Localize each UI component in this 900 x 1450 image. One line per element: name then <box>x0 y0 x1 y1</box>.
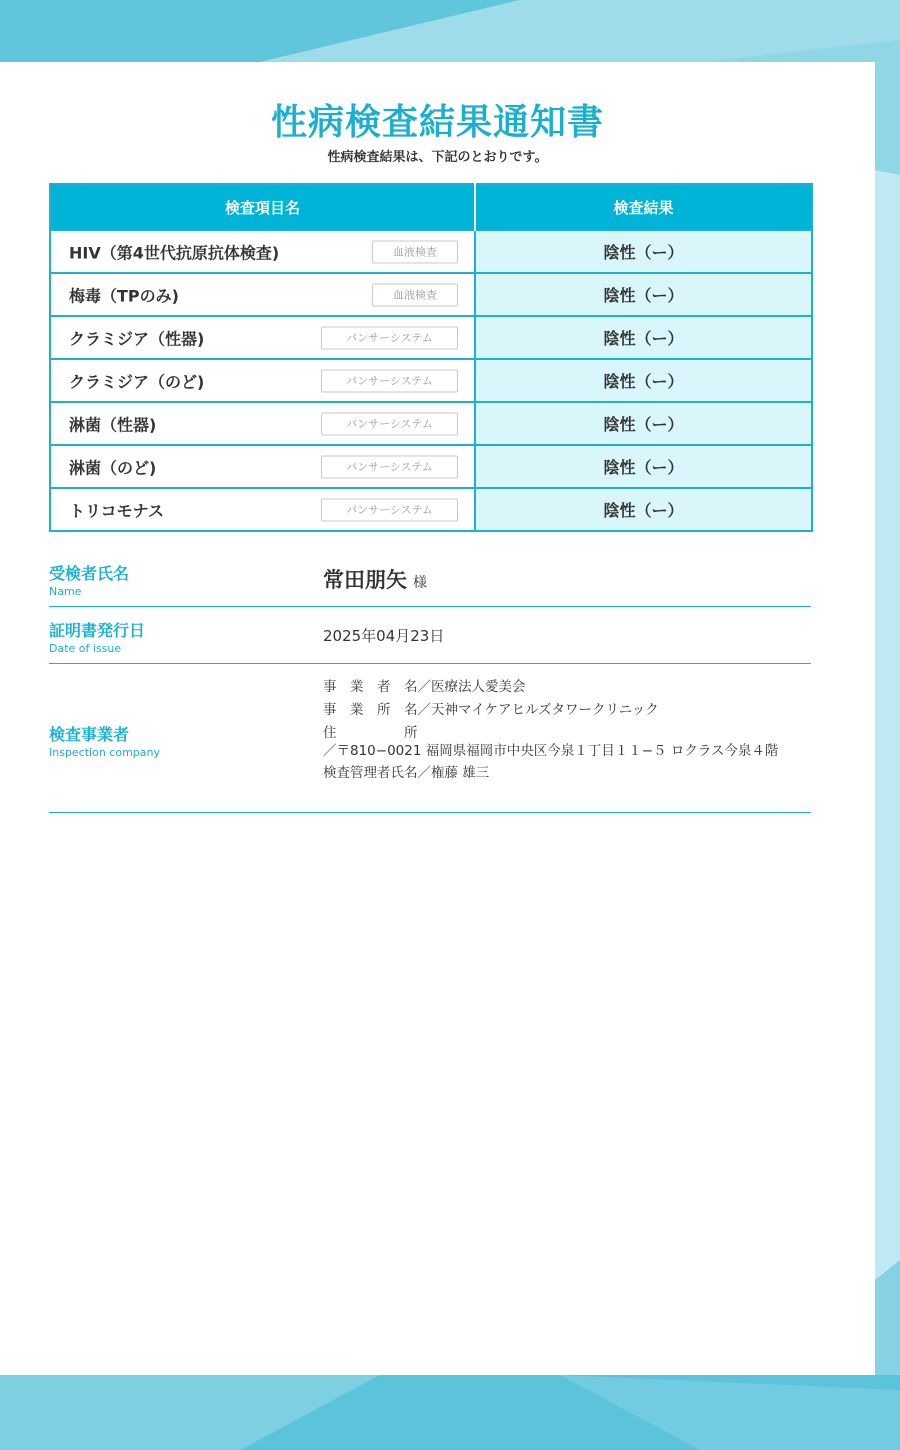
results-table-header <box>50 184 812 230</box>
table-row <box>50 488 812 531</box>
examinee-label <box>49 561 129 598</box>
issue-date-value <box>323 625 444 646</box>
method-badge: パンサーシステム <box>321 412 458 435</box>
method-badge: 血液検査 <box>372 283 458 306</box>
company-row <box>49 664 811 813</box>
item-cell <box>50 230 475 273</box>
examinee-row <box>49 548 811 607</box>
results-table <box>49 183 813 532</box>
document-subtitle: 性病検査結果は、下記のとおりです。 <box>327 150 548 165</box>
certificate-info <box>49 548 811 813</box>
result-value: 陰性（ー） <box>475 316 812 359</box>
honorific: 様 <box>413 575 427 591</box>
item-name: クラミジア（性器) <box>69 329 205 348</box>
method-badge: パンサーシステム <box>321 326 458 349</box>
document-title: 性病検査結果通知書 <box>270 102 604 143</box>
result-value: 陰性（ー） <box>475 273 812 316</box>
company-label <box>49 722 160 759</box>
examinee-name: 常田朋矢 <box>323 568 407 592</box>
item-name: HIV（第4世代抗原抗体検査) <box>69 243 280 262</box>
result-value: 陰性（ー） <box>475 359 812 402</box>
item-name: クラミジア（のど) <box>69 372 205 391</box>
table-row <box>50 273 812 316</box>
company-details <box>323 677 811 786</box>
table-row <box>50 316 812 359</box>
issue-date-label-en: Date of issue <box>49 642 122 655</box>
item-cell <box>50 488 475 531</box>
table-row <box>50 359 812 402</box>
item-cell <box>50 445 475 488</box>
table-row <box>50 230 812 273</box>
header-item: 検査項目名 <box>50 184 475 230</box>
result-value: 陰性（ー） <box>475 230 812 273</box>
table-row <box>50 402 812 445</box>
issue-date-label <box>49 618 145 655</box>
company-label-en: Inspection company <box>49 746 161 759</box>
item-cell <box>50 273 475 316</box>
office-name: 事 業 所 名／天神マイケアヒルズタワークリニック <box>323 702 659 718</box>
issue-date-row <box>49 607 811 664</box>
item-cell <box>50 316 475 359</box>
table-row <box>50 445 812 488</box>
item-name: トリコモナス <box>69 501 165 520</box>
address: ／〒810−0021 福岡県福岡市中央区今泉１丁目１１−５ ロクラス今泉４階 <box>323 743 779 759</box>
certificate-sheet <box>0 62 875 1375</box>
item-name: 淋菌（のど) <box>69 458 157 477</box>
result-value: 陰性（ー） <box>475 402 812 445</box>
item-name: 梅毒（TPのみ) <box>69 286 179 305</box>
item-name: 淋菌（性器) <box>69 415 157 434</box>
result-value: 陰性（ー） <box>475 488 812 531</box>
examinee-value <box>323 564 427 594</box>
manager-name: 検査管理者氏名／権藤 雄三 <box>323 765 490 781</box>
company-label-jp: 検査事業者 <box>49 725 130 744</box>
item-cell <box>50 402 475 445</box>
item-cell <box>50 359 475 402</box>
issue-date: 2025年04月23日 <box>323 627 445 645</box>
method-badge: パンサーシステム <box>321 455 458 478</box>
examinee-label-en: Name <box>49 585 82 598</box>
address-label: 住 所 <box>323 725 418 741</box>
business-name: 事 業 者 名／医療法人愛美会 <box>323 679 526 695</box>
method-badge: パンサーシステム <box>321 369 458 392</box>
result-value: 陰性（ー） <box>475 445 812 488</box>
method-badge: 血液検査 <box>372 240 458 263</box>
examinee-label-jp: 受検者氏名 <box>49 564 130 583</box>
method-badge: パンサーシステム <box>321 498 458 521</box>
issue-date-label-jp: 証明書発行日 <box>49 621 146 640</box>
header-result: 検査結果 <box>475 184 812 230</box>
